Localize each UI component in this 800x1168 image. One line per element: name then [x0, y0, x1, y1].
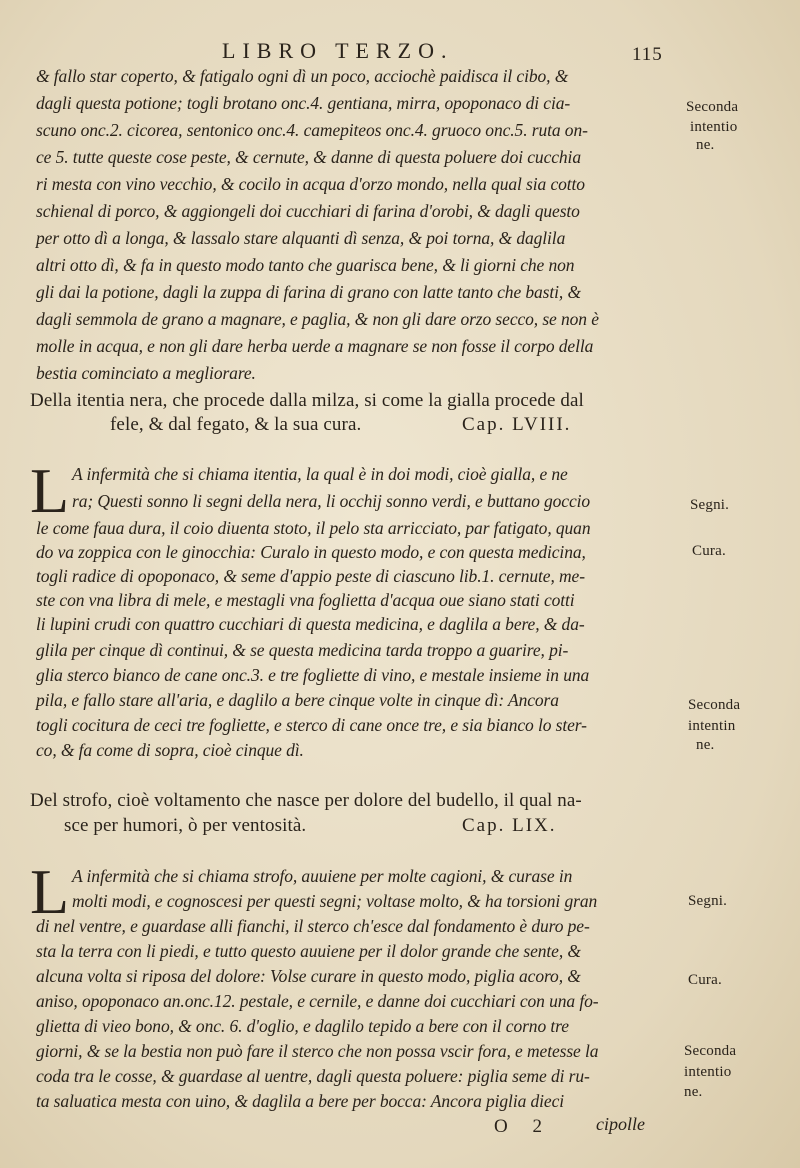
text-line: ri mesta con vino vecchio, & cocilo in acqua d'orzo mondo, nella qual sia cotto: [36, 174, 585, 194]
margin-note-line: ne.: [684, 1084, 703, 1100]
chapter-number: Cap. LIX.: [462, 815, 557, 836]
text-line: do va zoppica con le ginocchia: Curalo in questo modo, e con questa medicina,: [36, 542, 586, 562]
margin-note-line: ne.: [696, 137, 715, 153]
text-line: co, & fa come di sopra, cioè cinque dì.: [36, 740, 304, 760]
margin-note-cura: Cura.: [688, 972, 722, 988]
text-line: togli radice di opoponaco, & seme d'appio peste di ciascuno lib.1. cernute, me-: [36, 566, 585, 586]
text-line: glia sterco bianco de cane onc.3. e tre fogliette di vino, e mestale insieme in una: [36, 665, 590, 685]
chapter-number: Cap. LVIII.: [462, 414, 572, 435]
text-line: A infermità che si chiama strofo, auuiene per molte cagioni, & curase in: [72, 866, 573, 886]
margin-note-cura: Cura.: [692, 543, 726, 559]
text-line: schienal di porco, & aggiongeli doi cucchiari di farina d'orobi, & dagli questo: [36, 201, 580, 221]
text-line: pila, e fallo stare all'aria, e daglilo a bere cinque volte in cinque dì: Ancora: [36, 690, 559, 710]
text-line: togli cocitura de ceci tre fogliette, e sterco di cane once tre, e sia bianco lo ster-: [36, 715, 587, 735]
text-line: molle in acqua, e non gli dare herba uerde a magnare se non fosse il corpo della: [36, 336, 594, 356]
text-line: ta saluatica mesta con uino, & daglila a bere per bocca: Ancora piglia dieci: [36, 1091, 565, 1111]
margin-note-line: Seconda: [684, 1043, 737, 1059]
text-line: ce 5. tutte queste cose peste, & cernute, & danne di questa poluere doi cucchia: [36, 147, 581, 167]
text-line: li lupini crudi con quattro cucchiari di questa medicina, e daglila a bere, & da-: [36, 614, 585, 634]
chapter-heading-line: Del strofo, cioè voltamento che nasce per dolore del budello, il qual na-: [30, 790, 582, 811]
drop-cap: L: [30, 856, 70, 927]
margin-note-line: Seconda: [686, 99, 739, 115]
text-line: aniso, opoponaco an.onc.12. pestale, e cernile, e danne doi cucchiari con una fo-: [36, 991, 599, 1011]
text-line: coda tra le cosse, & guardase al uentre, dagli questa poluere: piglia seme di ru-: [36, 1066, 590, 1086]
text-line: & fallo star coperto, & fatigalo ogni dì un poco, acciochè paidisca il cibo, &: [36, 66, 569, 86]
text-line: ra; Questi sonno li segni della nera, li occhij sonno verdi, e buttano goccio: [72, 491, 591, 511]
chapter-heading-line: fele, & dal fegato, & la sua cura.: [110, 414, 362, 435]
page-number: 115: [632, 44, 663, 65]
margin-note-segni: Segni.: [688, 893, 728, 909]
text-line: per otto dì a longa, & lassalo stare alquanti dì senza, & poi torna, & daglila: [36, 228, 566, 248]
running-title: LIBRO TERZO.: [222, 38, 454, 63]
margin-note-segni: Segni.: [690, 497, 730, 513]
text-line: gli dai la potione, dagli la zuppa di farina di grano con latte tanto che basti, &: [36, 282, 581, 302]
margin-note-line: intentin: [688, 718, 736, 734]
chapter-heading-line: sce per humori, ò per ventosità.: [64, 815, 307, 836]
text-line: di nel ventre, e guardase alli fianchi, il sterco ch'esce dal fondamento è duro pe-: [36, 916, 590, 936]
text-line: alcuna volta si riposa del dolore: Volse curare in questo modo, piglia acoro, &: [36, 966, 581, 986]
margin-note-line: ne.: [696, 737, 715, 753]
text-line: altri otto dì, & fa in questo modo tanto che guarisca bene, & li giorni che non: [36, 255, 575, 275]
text-line: glietta di vieo bono, & onc. 6. d'oglio, e daglilo tepido a bere con il corno tre: [36, 1016, 569, 1036]
margin-note-line: Seconda: [688, 697, 741, 713]
margin-note-line: intentio: [684, 1064, 732, 1080]
text-line: sta la terra con li piedi, e tutto questo auuiene per il dolor grande che sente, &: [36, 941, 581, 961]
text-line: le come faua dura, il coio diuenta stoto, il pelo sta arricciato, par fatigato, quan: [36, 518, 591, 538]
catchword: cipolle: [596, 1114, 645, 1134]
text-line: scuno onc.2. cicorea, sentonico onc.4. camepiteos onc.4. gruoco onc.5. ruta on-: [36, 120, 588, 140]
margin-note-line: intentio: [690, 119, 738, 135]
text-line: dagli questa potione; togli brotano onc.4. gentiana, mirra, opoponaco di cia-: [36, 93, 571, 113]
text-line: bestia cominciato a megliorare.: [36, 363, 256, 383]
drop-cap: L: [30, 455, 70, 526]
signature-mark: O 2: [494, 1116, 552, 1137]
text-line: glila per cinque dì continui, & se questa medicina tarda troppo a guarire, pi-: [36, 640, 569, 660]
text-line: ste con vna libra di mele, e mestagli vna foglietta d'acqua oue siano stati cotti: [36, 590, 575, 610]
text-line: molti modi, e cognoscesi per questi segni; voltase molto, & ha torsioni gran: [72, 891, 598, 911]
chapter-heading-line: Della itentia nera, che procede dalla milza, si come la gialla procede dal: [30, 390, 584, 411]
text-line: A infermità che si chiama itentia, la qual è in doi modi, cioè gialla, e ne: [72, 464, 568, 484]
text-line: dagli semmola de grano a magnare, e paglia, & non gli dare orzo secco, se non è: [36, 309, 599, 329]
text-line: giorni, & se la bestia non può fare il sterco che non possa vscir fora, e metesse la: [36, 1041, 599, 1061]
